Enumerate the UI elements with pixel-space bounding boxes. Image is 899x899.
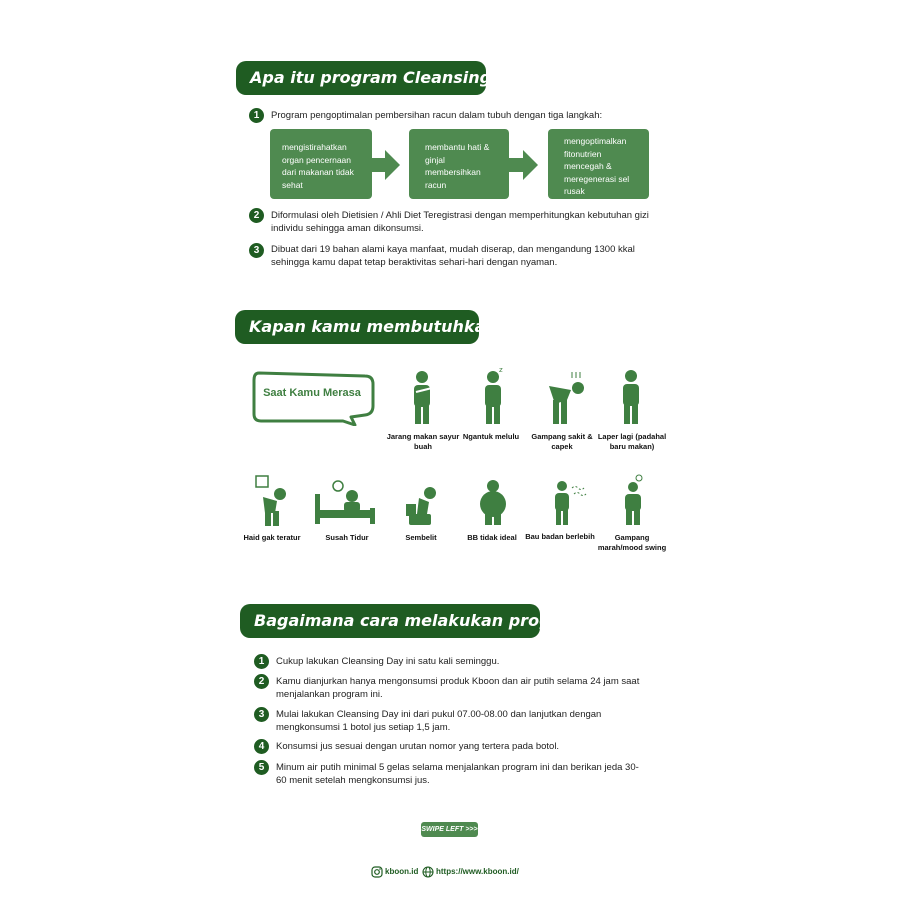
- speech-bubble: [251, 370, 377, 426]
- menstrual-pain-icon: [255, 475, 289, 527]
- angry-person-icon: [622, 474, 644, 526]
- hungry-person-icon: [619, 368, 643, 425]
- step-text: Mulai lakukan Cleansing Day ini dari pukul 07.00-08.00 dan lanjutkan dengan mengkonsumsi 1 botol jus setiap 1,5 jam.: [276, 709, 602, 733]
- symptom-label: Haid gak teratur: [243, 533, 301, 542]
- symptom-label: Ngantuk melulu: [462, 432, 520, 441]
- instagram-icon: [371, 866, 383, 878]
- symptom-label: Jarang makan sayur buah: [386, 432, 460, 451]
- symptom-label: BB tidak ideal: [467, 533, 517, 542]
- sleepy-person-icon: [479, 364, 509, 425]
- symptom-label: Susah Tidur: [325, 533, 369, 542]
- section3-title: Bagaimana cara melakukan program ini?: [240, 604, 540, 638]
- point-text: Diformulasi oleh Dietisien / Ahli Diet Teregistrasi dengan memperhitungkan kebutuhan gizi individu sehingga aman dikonsumsi.: [271, 210, 649, 234]
- instagram-handle[interactable]: kboon.id: [385, 867, 419, 876]
- body-odor-icon: [552, 480, 596, 526]
- toilet-person-icon: [405, 484, 439, 526]
- step-number: 1: [254, 654, 269, 669]
- step-text: Cukup lakukan Cleansing Day ini satu kali seminggu.: [276, 656, 500, 667]
- symptom-label: Laper lagi (padahal baru makan): [597, 432, 667, 451]
- point-number: 2: [249, 208, 264, 223]
- step-box-3: mengoptimalkan fitonutrien mencegah & meregenerasi sel rusak: [548, 129, 649, 199]
- arrow-right-icon: [371, 150, 401, 180]
- symptom-label: Bau badan berlebih: [525, 532, 595, 541]
- insomnia-bed-icon: [314, 480, 376, 525]
- step-text: Konsumsi jus sesuai dengan urutan nomor yang tertera pada botol.: [276, 741, 560, 752]
- swipe-left-button[interactable]: SWIPE LEFT >>>: [421, 822, 478, 837]
- tired-bent-person-icon: [545, 370, 587, 425]
- step-text: Kamu dianjurkan hanya mengonsumsi produk Kboon dan air putih selama 24 jam saat menjalankan program ini.: [276, 676, 640, 700]
- overweight-person-icon: [479, 480, 507, 526]
- step-box-1: mengistirahatkan organ pencernaan dari makanan tidak sehat: [270, 129, 372, 199]
- step-number: 2: [254, 674, 269, 689]
- point-text: Dibuat dari 19 bahan alami kaya manfaat, mudah diserap, dan mengandung 1300 kkal sehingga kamu dapat tetap beraktivitas sehari-hari dengan nyaman.: [271, 244, 635, 268]
- step-number: 5: [254, 760, 269, 775]
- bubble-text: Saat Kamu Merasa: [263, 387, 361, 399]
- globe-icon: [422, 866, 434, 878]
- step-number: 3: [254, 707, 269, 722]
- point-number: 1: [249, 108, 264, 123]
- person-holding-stomach-icon: [406, 370, 438, 425]
- step-box-2: membantu hati & ginjal membersihkan racun: [409, 129, 509, 199]
- symptom-label: Sembelit: [405, 533, 437, 542]
- symptom-label: Gampang marah/mood swing: [597, 533, 667, 552]
- symptom-label: Gampang sakit & capek: [531, 432, 593, 451]
- arrow-right-icon: [509, 150, 539, 180]
- website-link[interactable]: https://www.kboon.id/: [436, 867, 519, 876]
- section1-title: Apa itu program Cleansing Day?: [236, 61, 486, 95]
- section2-title: Kapan kamu membutuhkannya?: [235, 310, 479, 344]
- svg-text:z: z: [499, 366, 503, 374]
- step-text: Minum air putih minimal 5 gelas selama menjalankan program ini dan berikan jeda 30-60 menit setelah mengkonsumsi jus.: [276, 762, 639, 786]
- step-number: 4: [254, 739, 269, 754]
- point-text: Program pengoptimalan pembersihan racun dalam tubuh dengan tiga langkah:: [271, 110, 603, 121]
- point-number: 3: [249, 243, 264, 258]
